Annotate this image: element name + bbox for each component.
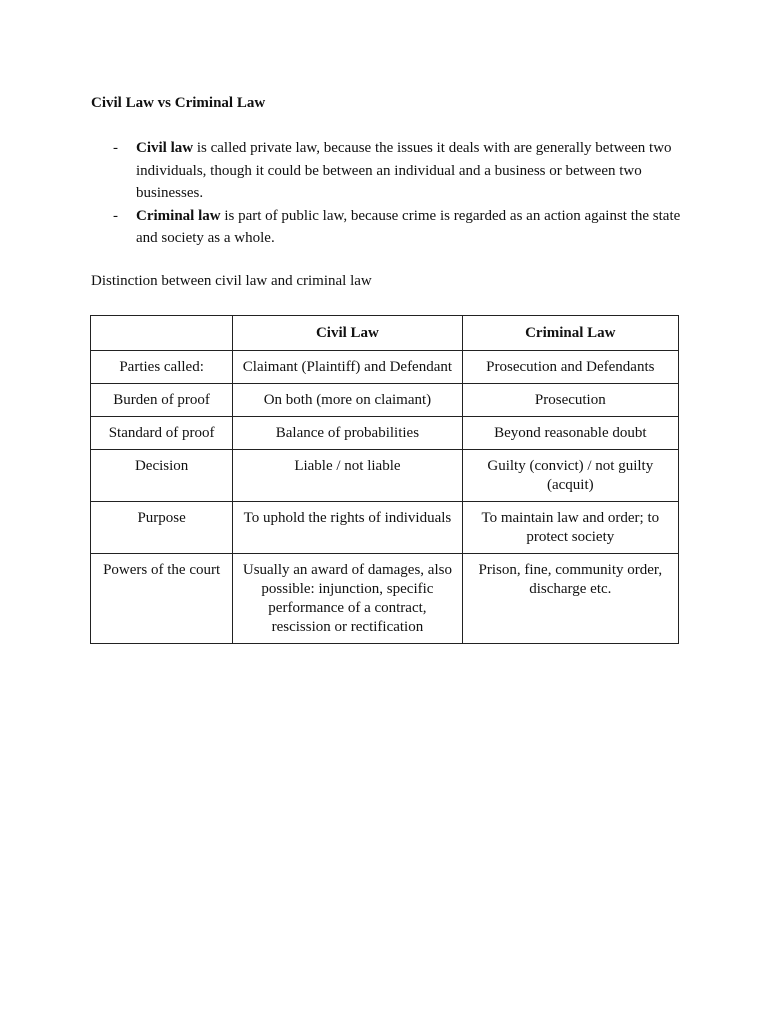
civil-law-cell: Balance of probabilities [233,417,462,450]
bullet-dash: - [113,140,118,156]
bullet-civil-law [91,137,691,205]
criminal-law-cell: Beyond reasonable doubt [462,417,678,450]
row-label-cell: Parties called: [91,351,233,384]
row-label-cell: Standard of proof [91,417,233,450]
civil-law-cell: Claimant (Plaintiff) and Defendant [233,351,462,384]
row-label-cell: Purpose [91,502,233,554]
civil-law-cell: Liable / not liable [233,450,462,502]
criminal-law-cell: Prison, fine, community order, discharge etc. [462,554,678,644]
bullet-text: is part of public law, because crime is regarded as an action against the state and society as a whole. [136,207,681,246]
criminal-law-cell: Prosecution and Defendants [462,351,678,384]
table-intro: Distinction between civil law and criminal law [91,273,372,289]
row-label-cell: Powers of the court [91,554,233,644]
document-title: Civil Law vs Criminal Law [91,95,266,111]
bullet-criminal-law [91,205,691,250]
criminal-law-cell: To maintain law and order; to protect society [462,502,678,554]
row-label-cell: Decision [91,450,233,502]
table-row [91,554,679,644]
table-row [91,417,679,450]
criminal-law-cell: Prosecution [462,384,678,417]
table-row [91,351,679,384]
table-row [91,502,679,554]
table-row [91,384,679,417]
criminal-law-cell: Guilty (convict) / not guilty (acquit) [462,450,678,502]
header-cell-criminal-law: Criminal Law [462,316,678,351]
row-label-cell: Burden of proof [91,384,233,417]
bullet-list [91,137,691,250]
bullet-term: Civil law [136,140,194,156]
bullet-text: is called private law, because the issues it deals with are generally between two individuals, though it could be between an individual and a business or between two businesses. [136,140,672,201]
civil-law-cell: On both (more on claimant) [233,384,462,417]
header-cell-civil-law: Civil Law [233,316,462,351]
bullet-dash: - [113,207,118,224]
civil-law-cell: To uphold the rights of individuals [233,502,462,554]
civil-law-cell: Usually an award of damages, also possible: injunction, specific performance of a contract, rescission or rectification [233,554,462,644]
bullet-term: Criminal law [136,207,221,224]
table-header-row [91,316,679,351]
header-cell-empty [91,316,233,351]
comparison-table [90,315,679,644]
table-row [91,450,679,502]
